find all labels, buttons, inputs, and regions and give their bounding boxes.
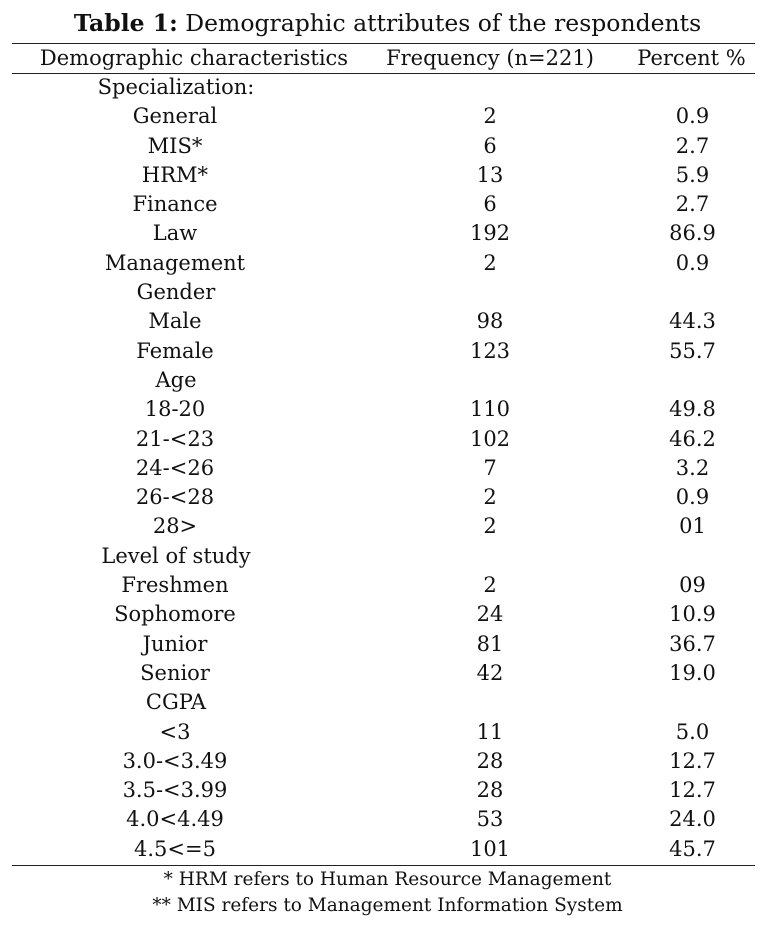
- row-label-cell: Level of study: [101, 543, 251, 568]
- row-percent-cell: 09: [679, 573, 706, 598]
- table-section-row: [12, 688, 755, 717]
- row-frequency-cell: 53: [476, 807, 504, 832]
- row-percent-cell: [614, 73, 755, 102]
- row-frequency-cell: [366, 278, 614, 307]
- table-row: [12, 805, 755, 834]
- row-percent-cell: 46.2: [669, 426, 716, 451]
- row-percent-cell: 49.8: [669, 397, 716, 422]
- table-row: [12, 161, 755, 190]
- row-label-cell: Specialization:: [97, 75, 255, 99]
- row-percent-cell: 5.0: [675, 719, 710, 744]
- row-percent-cell: [614, 688, 755, 717]
- row-percent-cell: [614, 366, 755, 395]
- table-row: [12, 454, 755, 483]
- table-body: [12, 73, 755, 864]
- row-label-cell: CGPA: [145, 690, 207, 715]
- table-caption: [0, 6, 775, 40]
- row-frequency-cell: 28: [476, 748, 504, 773]
- row-percent-cell: 12.7: [669, 748, 716, 773]
- table-row: [12, 337, 755, 366]
- table-row: [12, 747, 755, 776]
- row-percent-cell: 0.9: [675, 250, 710, 275]
- row-label-cell: 21-<23: [135, 426, 215, 451]
- row-percent-cell: [614, 542, 755, 571]
- column-header-percent: Percent %: [637, 46, 746, 70]
- row-frequency-cell: 42: [476, 660, 504, 685]
- row-frequency-cell: 101: [469, 836, 511, 861]
- demographics-table: [12, 44, 755, 864]
- row-percent-cell: 5.9: [675, 162, 710, 187]
- row-percent-cell: 0.9: [675, 485, 710, 510]
- table-row: [12, 571, 755, 600]
- row-frequency-cell: 2: [483, 573, 497, 598]
- row-percent-cell: 12.7: [669, 778, 716, 803]
- table-row: [12, 718, 755, 747]
- row-percent-cell: 44.3: [669, 309, 716, 334]
- table-footnotes: [0, 867, 775, 919]
- table-section-row: [12, 278, 755, 307]
- row-label-cell: Junior: [142, 631, 208, 656]
- row-frequency-cell: 110: [469, 397, 511, 422]
- row-percent-cell: 0.9: [675, 104, 710, 129]
- row-frequency-cell: 11: [476, 719, 504, 744]
- row-percent-cell: 2.7: [675, 192, 710, 217]
- row-label-cell: 3.5-<3.99: [122, 778, 228, 803]
- row-label-cell: MIS*: [147, 133, 203, 158]
- row-label-cell: Female: [136, 338, 214, 363]
- row-frequency-cell: 2: [483, 485, 497, 510]
- row-frequency-cell: 2: [483, 104, 497, 129]
- row-label-cell: 4.0<4.49: [126, 807, 224, 832]
- footnote-hrm: * HRM refers to Human Resource Management: [163, 869, 612, 890]
- row-percent-cell: 10.9: [669, 602, 716, 627]
- table-row: [12, 249, 755, 278]
- row-percent-cell: 01: [679, 514, 706, 539]
- row-label-cell: Age: [155, 367, 197, 392]
- table-section-row: [12, 366, 755, 395]
- row-label-cell: Senior: [140, 660, 210, 685]
- row-frequency-cell: [366, 73, 614, 102]
- table-row: [12, 835, 755, 864]
- row-frequency-cell: 6: [483, 192, 497, 217]
- row-label-cell: HRM*: [141, 162, 209, 187]
- row-label-cell: 24-<26: [135, 455, 215, 480]
- row-label-cell: Law: [152, 221, 198, 246]
- row-percent-cell: 36.7: [669, 631, 716, 656]
- table-row: [12, 395, 755, 424]
- row-label-cell: Male: [148, 309, 202, 334]
- table-row: [12, 219, 755, 248]
- row-frequency-cell: 123: [469, 338, 511, 363]
- table-section-row: [12, 73, 755, 102]
- row-percent-cell: 55.7: [669, 338, 716, 363]
- table-row: [12, 132, 755, 161]
- table-row: [12, 659, 755, 688]
- row-frequency-cell: 13: [476, 162, 504, 187]
- row-percent-cell: 86.9: [669, 221, 716, 246]
- table-caption-label: Table 1:: [73, 9, 178, 37]
- row-frequency-cell: 102: [469, 426, 511, 451]
- table-row: [12, 630, 755, 659]
- row-percent-cell: [614, 278, 755, 307]
- footnote-mis: ** MIS refers to Management Information System: [152, 895, 623, 916]
- table-row: [12, 307, 755, 336]
- table-bottom-rule: [12, 865, 755, 866]
- row-frequency-cell: 28: [476, 778, 504, 803]
- row-percent-cell: 45.7: [669, 836, 716, 861]
- row-frequency-cell: [366, 688, 614, 717]
- table-row: [12, 102, 755, 131]
- table-section-row: [12, 542, 755, 571]
- table-row: [12, 483, 755, 512]
- table-row: [12, 190, 755, 219]
- row-frequency-cell: [366, 542, 614, 571]
- row-frequency-cell: 192: [469, 221, 511, 246]
- table-row: [12, 512, 755, 541]
- row-label-cell: 4.5<=5: [134, 836, 216, 861]
- row-label-cell: Freshmen: [121, 573, 229, 598]
- row-frequency-cell: 98: [476, 309, 504, 334]
- row-frequency-cell: 24: [476, 602, 504, 627]
- row-frequency-cell: 2: [483, 250, 497, 275]
- row-label-cell: General: [132, 104, 218, 129]
- row-frequency-cell: 2: [483, 514, 497, 539]
- row-frequency-cell: [366, 366, 614, 395]
- table-row: [12, 600, 755, 629]
- column-header-frequency: Frequency (n=221): [386, 46, 594, 70]
- table-header-row: [12, 44, 755, 73]
- column-header-characteristics: Demographic characteristics: [39, 46, 349, 70]
- row-label-cell: <3: [159, 719, 191, 744]
- table-row: [12, 425, 755, 454]
- row-label-cell: 3.0-<3.49: [122, 748, 228, 773]
- row-frequency-cell: 81: [476, 631, 504, 656]
- row-label-cell: 26-<28: [135, 485, 215, 510]
- row-label-cell: 18-20: [144, 397, 206, 422]
- row-label-cell: Sophomore: [114, 602, 236, 627]
- row-percent-cell: 3.2: [675, 455, 710, 480]
- table-caption-text: Demographic attributes of the respondents: [185, 9, 702, 37]
- row-percent-cell: 2.7: [675, 133, 710, 158]
- row-label-cell: 28>: [152, 514, 198, 539]
- row-frequency-cell: 7: [483, 455, 497, 480]
- row-label-cell: Gender: [136, 280, 216, 305]
- table-row: [12, 776, 755, 805]
- row-frequency-cell: 6: [483, 133, 497, 158]
- row-percent-cell: 19.0: [669, 660, 716, 685]
- row-label-cell: Finance: [132, 192, 218, 217]
- row-label-cell: Management: [104, 250, 246, 275]
- row-percent-cell: 24.0: [669, 807, 716, 832]
